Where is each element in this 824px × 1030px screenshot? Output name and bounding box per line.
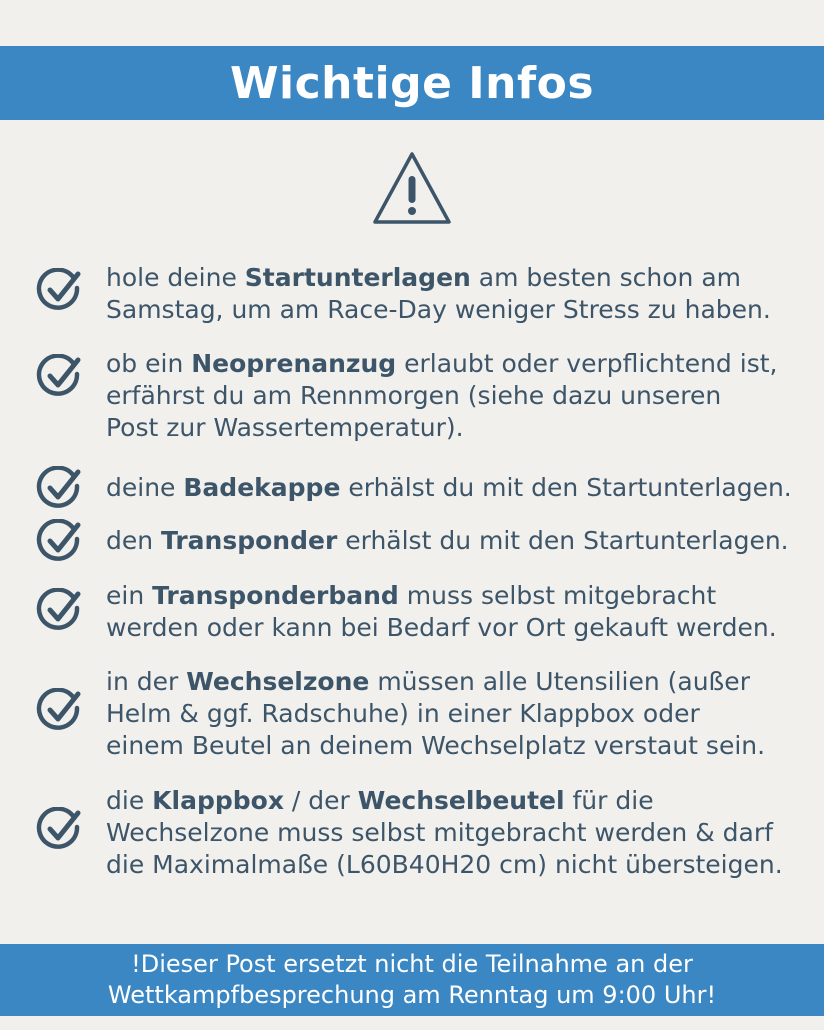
item-text: ob ein Neoprenanzug erlaubt oder verpflichtend ist, erfährst du am Rennmorgen (siehe dazu unseren Post zur Wassertemperatur). [106, 349, 778, 442]
check-circle-icon [36, 688, 82, 734]
page-title: Wichtige Infos [229, 57, 595, 109]
item-text: ein Transponderband muss selbst mitgebracht werden oder kann bei Bedarf vor Ort gekauft werden. [106, 581, 777, 642]
warning-triangle-icon [371, 150, 453, 228]
footer-notice [0, 944, 824, 1016]
check-circle-icon [36, 588, 82, 634]
header-bar [0, 46, 824, 120]
check-circle-icon [36, 268, 82, 314]
item-text: den Transponder erhälst du mit den Startunterlagen. [106, 526, 789, 555]
check-circle-icon [36, 354, 82, 400]
item-text: deine Badekappe erhälst du mit den Startunterlagen. [106, 473, 792, 502]
check-circle-icon [36, 807, 82, 853]
check-circle-icon [36, 519, 82, 565]
item-text: hole deine Startunterlagen am besten schon am Samstag, um am Race-Day weniger Stress zu haben. [106, 263, 771, 324]
check-circle-icon [36, 466, 82, 512]
footer-line: !Dieser Post ersetzt nicht die Teilnahme an der [131, 950, 693, 978]
item-text: die Klappbox / der Wechselbeutel für die Wechselzone muss selbst mitgebracht werden & darf die Maximalmaße (L60B40H20 cm) nicht übersteigen. [106, 786, 783, 879]
footer-line: Wettkampfbesprechung am Renntag um 9:00 Uhr! [107, 981, 717, 1009]
item-text: in der Wechselzone müssen alle Utensilien (außer Helm & ggf. Radschuhe) in einer Klappbox oder einem Beutel an deinem Wechselplatz verstaut sein. [106, 667, 766, 760]
